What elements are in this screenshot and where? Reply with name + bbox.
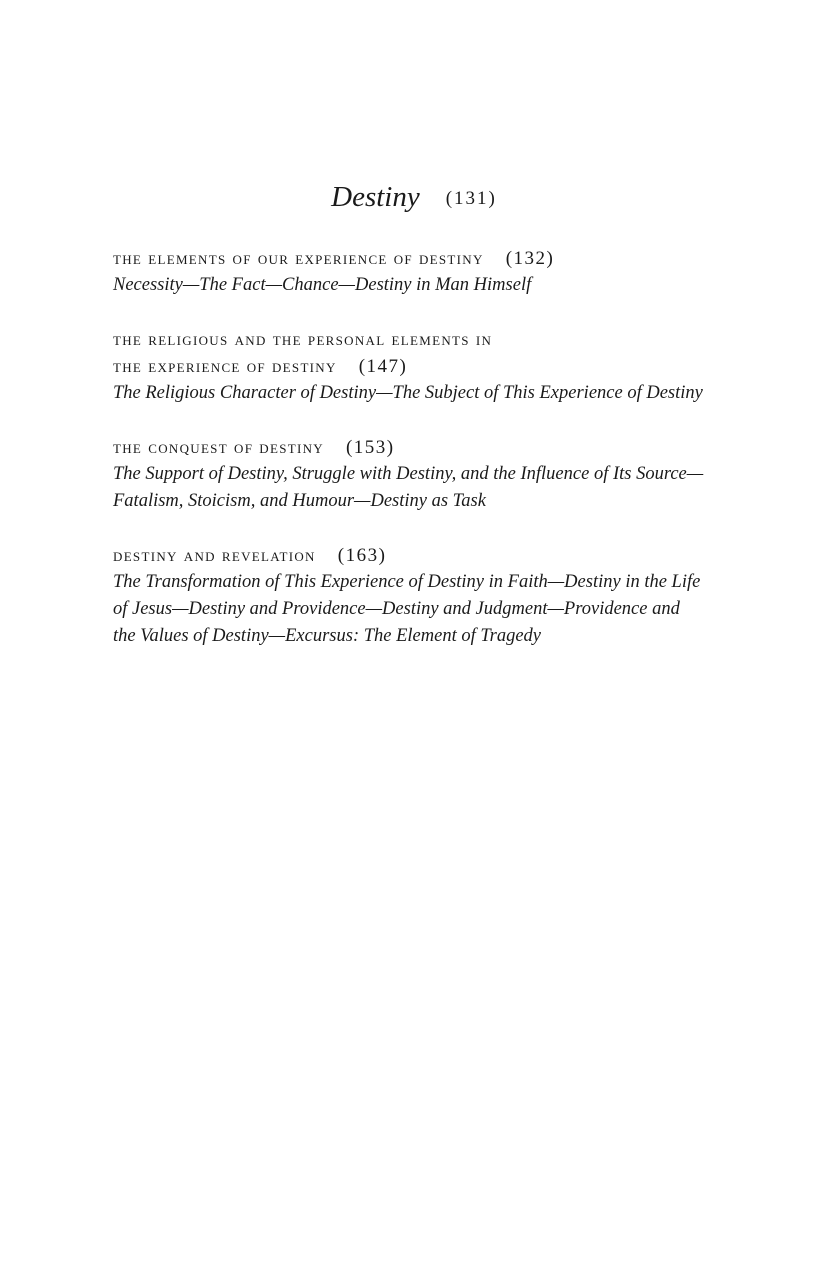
- section-heading-text: the experience of destiny: [113, 356, 337, 377]
- section-heading: [113, 245, 715, 272]
- section-revelation: [113, 542, 715, 650]
- section-subtopics: [113, 569, 715, 650]
- subtopics-line: The Transformation of This Experience of Destiny in Faith—Destiny in the Life: [113, 572, 701, 592]
- subtopics-line: Necessity—The Fact—Chance—Destiny in Man Himself: [113, 275, 532, 295]
- section-subtopics: [113, 461, 715, 515]
- section-subtopics: [113, 272, 715, 299]
- section-conquest: [113, 434, 715, 515]
- section-heading-text: the elements of our experience of destiny: [113, 248, 484, 269]
- section-heading: [113, 542, 715, 569]
- subtopics-line: Fatalism, Stoicism, and Humour—Destiny as Task: [113, 491, 486, 511]
- subtopics-line: The Religious Character of Destiny—The Subject of This Experience of Destiny: [113, 383, 703, 403]
- subtopics-line: The Support of Destiny, Struggle with Destiny, and the Influence of Its Source—: [113, 464, 704, 484]
- section-heading: [113, 326, 715, 380]
- subtopics-line: of Jesus—Destiny and Providence—Destiny and Judgment—Providence and: [113, 599, 680, 619]
- section-heading-text: the conquest of destiny: [113, 437, 324, 458]
- section-elements-of-experience: [113, 245, 715, 299]
- section-page-number: (147): [358, 356, 408, 377]
- subtopics-line: the Values of Destiny—Excursus: The Element of Tragedy: [113, 626, 542, 646]
- section-heading: [113, 434, 715, 461]
- section-page-number: (153): [345, 437, 395, 458]
- section-page-number: (132): [505, 248, 555, 269]
- section-heading-text: the religious and the personal elements in: [113, 329, 493, 350]
- chapter-title: Destiny: [331, 181, 420, 213]
- section-religious-personal: [113, 326, 715, 407]
- section-page-number: (163): [337, 545, 387, 566]
- section-heading-text: destiny and revelation: [113, 545, 316, 566]
- chapter-header: [113, 181, 715, 214]
- chapter-page-number: (131): [445, 188, 497, 209]
- section-subtopics: [113, 380, 715, 407]
